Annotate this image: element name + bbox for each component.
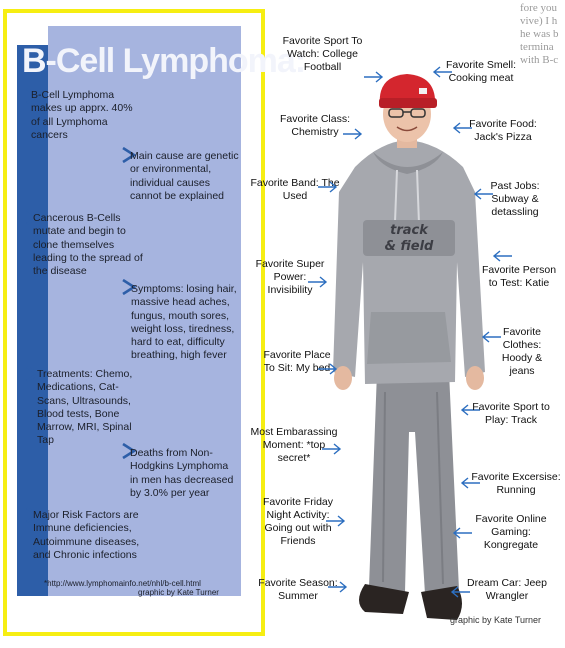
fact-mutation: Cancerous B-Cells mutate and begin to clone themselves leading to the spread of the disease	[33, 212, 143, 278]
fact-risk-factors: Major Risk Factors are Immune deficiencies, Autoimmune diseases, and Chronic infections	[33, 509, 140, 561]
label-favorite-smell: Favorite Smell: Cooking meat	[445, 59, 517, 84]
label-favorite-sport-play: Favorite Sport to Play: Track	[472, 401, 550, 426]
fact-cause: Main cause are genetic or environmental, individual causes cannot be explained	[130, 150, 239, 202]
arrow-right-icon	[308, 276, 328, 288]
label-favorite-super-power: Favorite Super Power: Invisibility	[255, 258, 325, 296]
label-favorite-band: Favorite Band: The Used	[250, 177, 340, 202]
article-fragment-line: he was b	[520, 28, 559, 40]
fact-symptoms: Symptoms: losing hair, massive head aches, fungus, mouth sores, weight loss, tiredness, hard to eat, difficulty breathing, high fever	[131, 283, 237, 362]
label-dream-car: Dream Car: Jeep Wrangler	[467, 577, 547, 602]
arrow-right-icon	[343, 128, 363, 140]
label-favorite-clothes: Favorite Clothes: Hoody & jeans	[501, 326, 543, 377]
label-friday-night-activity: Favorite Friday Night Activity: Going out with Friends	[262, 496, 334, 547]
label-favorite-person: Favorite Person to Test: Katie	[481, 264, 557, 289]
source-url: *http://www.lymphomainfo.net/nhl/b-cell.html	[44, 579, 201, 588]
label-embarassing-moment: Most Embarassing Moment: *top secret*	[250, 426, 338, 464]
arrow-right-icon	[318, 363, 338, 375]
label-favorite-place-to-sit: Favorite Place To Sit: My bed	[263, 349, 331, 374]
label-favorite-class: Favorite Class: Chemistry	[279, 113, 351, 138]
label-favorite-food: Favorite Food: Jack's Pizza	[469, 118, 537, 143]
article-fragment-column	[520, 2, 565, 67]
student-photo	[325, 72, 490, 632]
svg-text:track: track	[390, 223, 428, 238]
arrow-left-icon	[452, 527, 472, 539]
arrow-right-icon	[322, 443, 342, 455]
article-fragment-line: fore you	[520, 2, 557, 14]
infographic-title: B-Cell Lymphoma:	[22, 42, 306, 80]
infographic-credit: graphic by Kate Turner	[138, 588, 219, 597]
fact-prevalence: B-Cell Lymphoma makes up apprx. 40% of all Lymphoma cancers	[31, 89, 133, 141]
photo-credit: graphic by Kate Turner	[450, 615, 542, 625]
arrow-right-icon	[364, 71, 384, 83]
label-favorite-season: Favorite Season: Summer	[258, 577, 338, 602]
label-past-jobs: Past Jobs: Subway & detassling	[490, 180, 540, 218]
label-favorite-sport-watch: Favorite Sport To Watch: College Football	[282, 35, 363, 73]
article-fragment-line: vive) I h	[520, 15, 558, 27]
svg-text:& field: & field	[384, 239, 434, 254]
arrow-right-icon	[328, 581, 348, 593]
label-favorite-online-gaming: Favorite Online Gaming: Kongregate	[475, 513, 547, 551]
arrow-left-icon	[492, 250, 512, 262]
article-fragment-line: with B-c	[520, 54, 559, 66]
article-fragment-line: termina	[520, 41, 554, 53]
fact-deaths: Deaths from Non-Hodgkins Lymphoma in men has decreased by 3.0% per year	[130, 447, 234, 499]
arrow-right-icon	[318, 181, 338, 193]
arrow-right-icon	[326, 515, 346, 527]
label-favorite-excersise: Favorite Excersise: Running	[471, 471, 561, 496]
fact-treatments: Treatments: Chemo, Medications, Cat-Scans, Ultrasounds, Blood tests, Bone Marrow, MRI, Spinal Tap	[37, 368, 133, 447]
